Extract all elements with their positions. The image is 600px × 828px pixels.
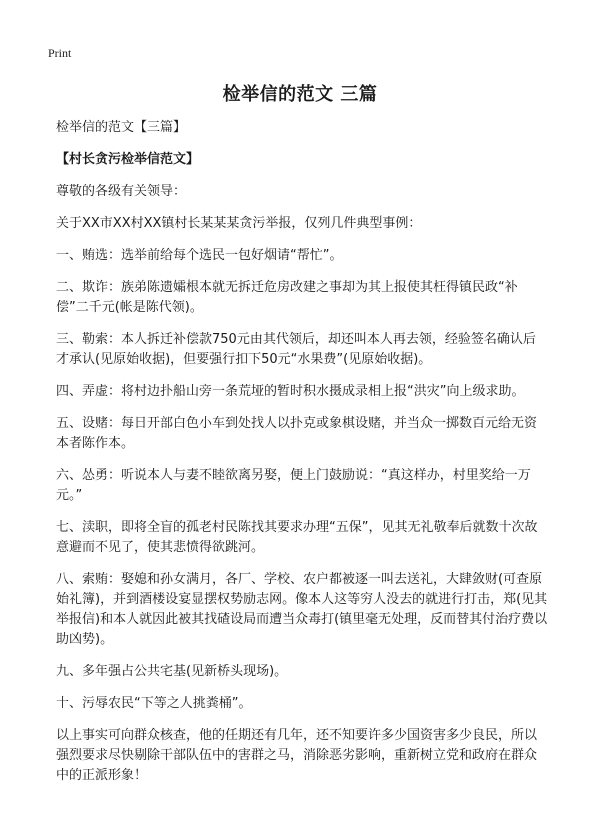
case-item-9: 九、多年强占公共宅基(见新桥头现场)。 — [56, 664, 288, 679]
case-item-4: 四、弄虚：将村边扑船山旁一条荒垭的暂时积水摄成录相上报“洪灾”向上级求助。 — [56, 384, 525, 399]
page-title: 检举信的范文 三篇 — [222, 84, 378, 105]
intro-paragraph: 关于XX市XX村XX镇村长某某某贪污举报，仅列几件典型事例： — [56, 216, 422, 231]
document-body — [56, 118, 548, 798]
case-item-1: 一、贿选：选举前给每个选民一包好烟请“帮忙”。 — [56, 248, 343, 263]
salutation: 尊敬的各级有关领导： — [56, 184, 187, 199]
case-item-5: 五、设赌：每日开部白色小车到处找人以扑克或象棋设赌，并当众一掷数百元给无资本者陈作本。 — [56, 416, 538, 451]
case-item-3: 三、勒索：本人拆迁补偿款750元由其代领后，却还叫本人再去领，经验签名确认后才承认(见原始收据)，但要强行扣下50元“水果费”(见原始收据)。 — [56, 332, 536, 367]
print-link[interactable]: Print — [48, 46, 72, 60]
case-item-10: 十、污辱农民“下等之人挑粪桶”。 — [56, 696, 252, 711]
case-item-8: 八、索贿：娶媳和孙女满月，各厂、学校、农户都被逐一叫去送礼，大肆敛财(可查原始礼簿)，并到酒楼设宴显摆权势励志网。像本人这等穷人没去的就进行打击，郑(见其举报信)和本人就因此被其找碴设局而遭当众毒打(镇里毫无处理，反而替其付治疗费以助凶势)。 — [56, 572, 548, 647]
closing-paragraph: 以上事实可向群众核查，他的任期还有几年，还不知要许多少国资害多少良民，所以强烈要求尽快剔除干部队伍中的害群之马，消除恶劣影响，重新树立党和政府在群众中的正派形象！ — [56, 728, 538, 783]
case-item-7: 七、渎职，即将全盲的孤老村民陈找其要求办理“五保”，见其无礼敬奉后就数十次故意避而不见了，使其悲愤得欲跳河。 — [56, 520, 538, 555]
document-subtitle: 检举信的范文【三篇】 — [56, 120, 187, 135]
case-item-6: 六、怂勇：听说本人与妻不睦欲离另娶，便上门鼓励说：“真这样办，村里奖给一万元。” — [56, 468, 531, 503]
section-heading: 【村长贪污检举信范文】 — [56, 152, 200, 167]
case-item-2: 二、欺诈：族弟陈遗孀根本就无拆迁危房改建之事却为其上报使其枉得镇民政“补偿”二千元(帐是陈代领)。 — [56, 280, 518, 315]
